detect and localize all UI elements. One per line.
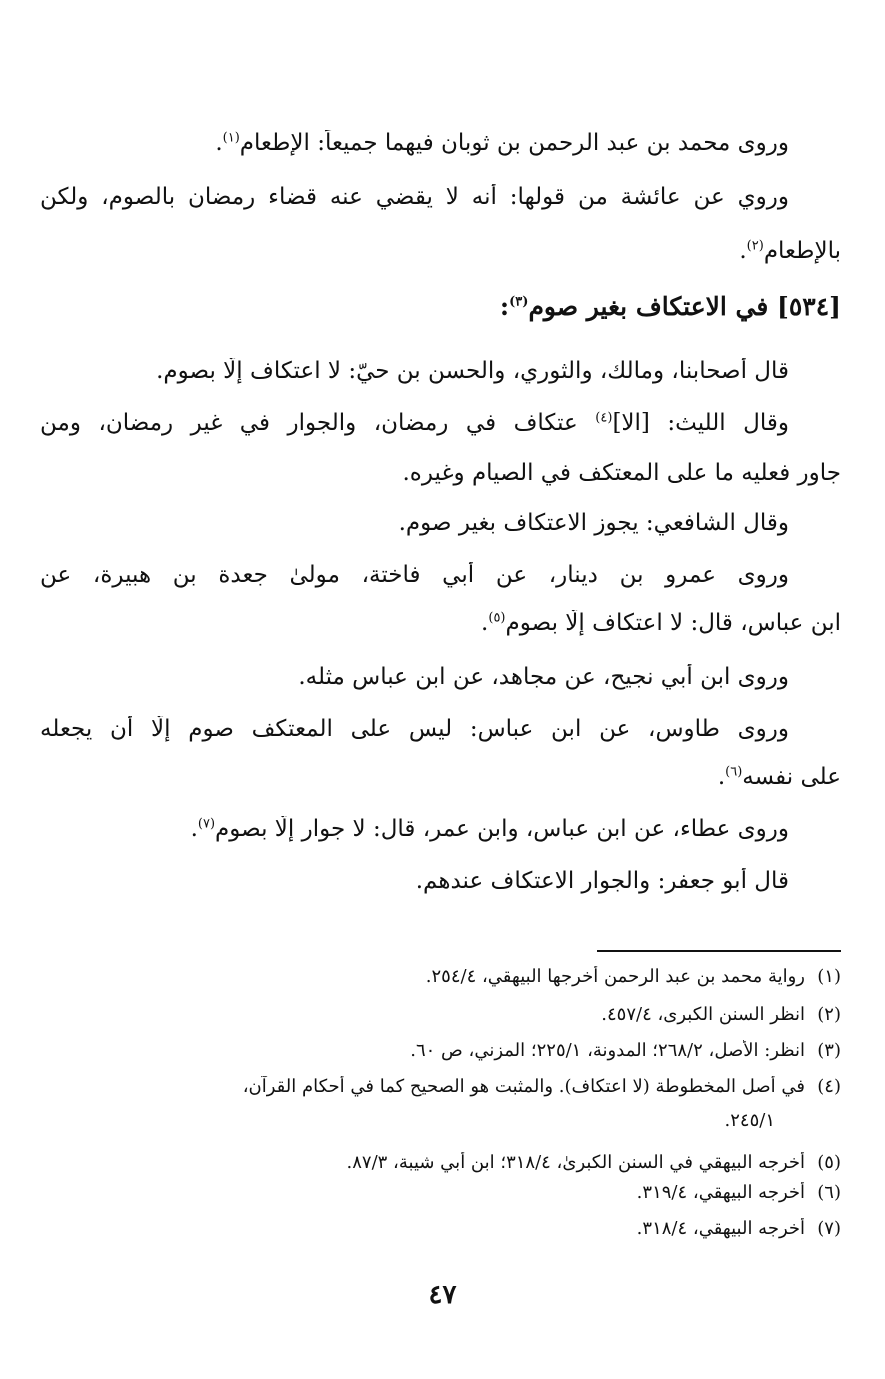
paragraph-8-end: . <box>717 764 726 790</box>
footnote-5-number: (٥) <box>817 1152 841 1173</box>
paragraph-3: قال أصحابنا، ومالك، والثوري، والحسن بن حيّ: لا اعتكاف إلّا بصوم. <box>156 358 789 384</box>
paragraph-10: قال أبو جعفر: والجوار الاعتكاف عندهم. <box>415 868 789 894</box>
footnote-1-number: (١) <box>817 966 841 987</box>
footnote-7-number: (٧) <box>817 1218 841 1239</box>
page-number: ٤٧ <box>428 1280 457 1310</box>
paragraph-4-text-b: عتكاف في رمضان، والجوار في غير رمضان، ومن <box>40 410 596 436</box>
footnote-2-text: انظر السنن الكبرى، ٤٥٧/٤. <box>601 1004 805 1025</box>
paragraph-6-line-1: وروى عمرو بن دينار، عن أبي فاختة، مولىٰ جعدة بن هبيرة، عن <box>40 562 789 588</box>
footnote-6 <box>40 1182 841 1203</box>
footnote-4-number: (٤) <box>817 1076 841 1097</box>
paragraph-1-text: وروى محمد بن عبد الرحمن بن ثوبان فيهما جميعاً: الإطعام <box>239 130 789 156</box>
footnote-divider <box>597 950 841 952</box>
paragraph-6-line-2 <box>40 610 841 638</box>
paragraph-1 <box>40 130 789 158</box>
footnote-ref-1[interactable]: (١) <box>222 130 240 146</box>
footnote-7 <box>40 1218 841 1239</box>
footnote-4-text: في أصل المخطوطة (لا اعتكاف). والمثبت هو الصحيح كما في أحكام القرآن، <box>242 1076 805 1097</box>
footnote-ref-5[interactable]: (٥) <box>488 610 506 626</box>
footnote-7-text: أخرجه البيهقي، ٣١٨/٤. <box>636 1218 805 1239</box>
section-heading-end: : <box>499 292 510 321</box>
footnote-6-number: (٦) <box>817 1182 841 1203</box>
footnote-1 <box>40 966 841 987</box>
footnote-ref-2[interactable]: (٢) <box>746 238 764 254</box>
section-heading <box>40 292 841 322</box>
paragraph-5: وقال الشافعي: يجوز الاعتكاف بغير صوم. <box>398 510 789 536</box>
paragraph-4-text-a: وقال الليث: [الا] <box>612 410 789 436</box>
paragraph-8-line-2-text: على نفسه <box>742 764 841 790</box>
footnote-3 <box>40 1040 841 1061</box>
footnote-3-text: انظر: الأصل، ٢٦٨/٢؛ المدونة، ٢٢٥/١؛ المزني، ص ٦٠. <box>410 1040 805 1061</box>
paragraph-4-line-2: جاور فعليه ما على المعتكف في الصيام وغيره. <box>402 460 841 486</box>
paragraph-2-line-2 <box>40 238 841 266</box>
paragraph-2-line-1: وروي عن عائشة من قولها: أنه لا يقضي عنه قضاء رمضان بالصوم، ولكن <box>40 184 789 210</box>
footnote-3-number: (٣) <box>817 1040 841 1061</box>
footnote-4-continued: ٢٤٥/١. <box>724 1110 775 1131</box>
footnote-5-text: أخرجه البيهقي في السنن الكبرىٰ، ٣١٨/٤؛ ابن أبي شيبة، ٨٧/٣. <box>346 1152 805 1173</box>
paragraph-9-end: . <box>190 816 198 842</box>
paragraph-7: وروى ابن أبي نجيح، عن مجاهد، عن ابن عباس مثله. <box>298 664 789 690</box>
footnote-ref-4[interactable]: (٤) <box>595 410 613 426</box>
paragraph-2-line-2-text: بالإطعام <box>763 238 841 264</box>
paragraph-9-text: وروى عطاء، عن ابن عباس، وابن عمر، قال: لا جوار إلّا بصوم <box>215 816 789 842</box>
footnote-2 <box>40 1004 841 1025</box>
footnote-4 <box>40 1076 841 1097</box>
paragraph-6-line-2-text: ابن عباس، قال: لا اعتكاف إلّا بصوم <box>505 610 841 636</box>
paragraph-2-end: . <box>739 238 747 264</box>
footnote-5 <box>40 1152 841 1173</box>
paragraph-1-end: . <box>215 130 223 156</box>
footnote-6-text: أخرجه البيهقي، ٣١٩/٤. <box>636 1182 805 1203</box>
footnote-1-text: رواية محمد بن عبد الرحمن أخرجها البيهقي، ٢٥٤/٤. <box>425 966 805 987</box>
paragraph-9 <box>40 816 789 844</box>
paragraph-8-line-1: وروى طاوس، عن ابن عباس: ليس على المعتكف صوم إلّا أن يجعله <box>40 716 789 742</box>
footnote-ref-7[interactable]: (٧) <box>197 816 216 832</box>
section-heading-text: [٥٣٤] في الاعتكاف بغير صوم <box>528 292 841 321</box>
footnote-ref-3[interactable]: (٣) <box>509 294 529 310</box>
footnote-2-number: (٢) <box>817 1004 841 1025</box>
footnote-ref-6[interactable]: (٦) <box>725 764 743 780</box>
paragraph-8-line-2 <box>40 764 841 792</box>
paragraph-6-end: . <box>481 610 489 636</box>
paragraph-4-line-1 <box>40 410 789 438</box>
